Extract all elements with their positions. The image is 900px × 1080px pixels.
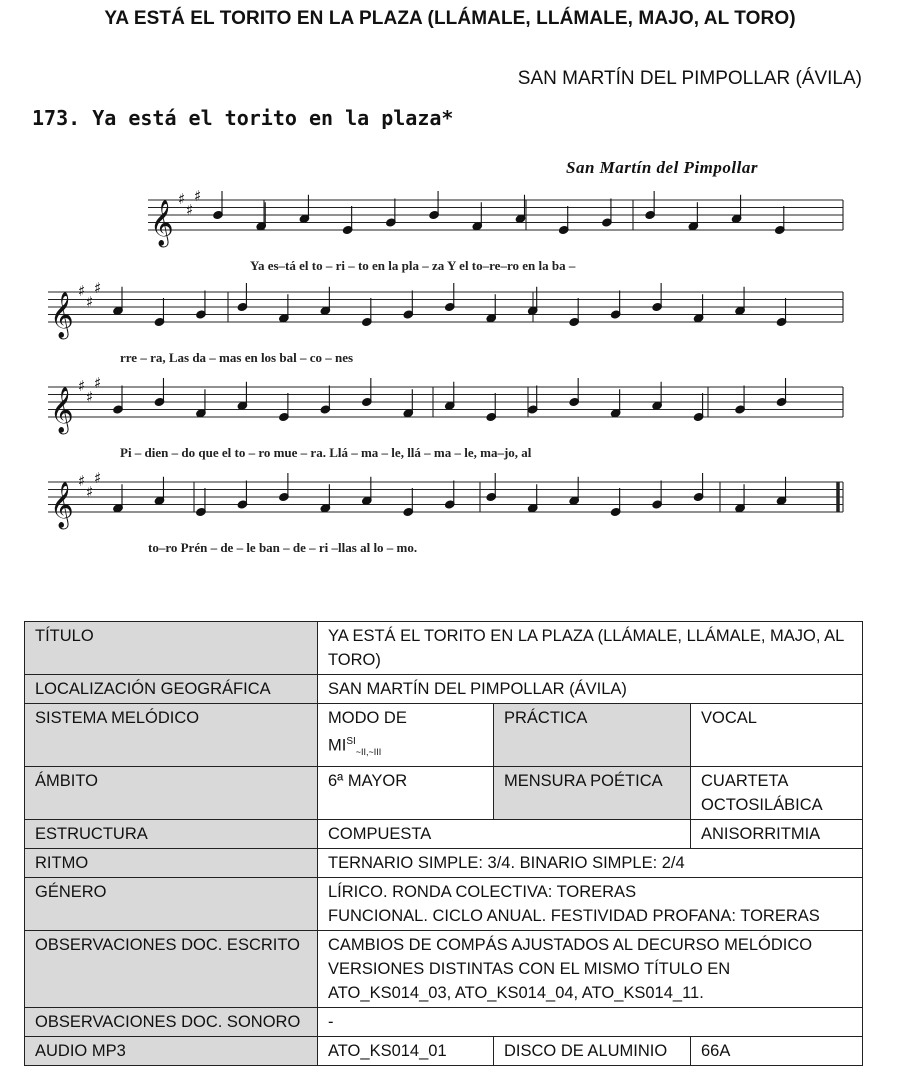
localizacion-label: LOCALIZACIÓN GEOGRÁFICA xyxy=(25,675,318,704)
svg-text:♯: ♯ xyxy=(78,472,86,490)
metadata-table xyxy=(24,621,863,1066)
titulo-label: TÍTULO xyxy=(25,622,318,675)
table-row xyxy=(25,766,863,819)
disco-label: DISCO DE ALUMINIO xyxy=(494,1036,691,1065)
localizacion-value: SAN MARTÍN DEL PIMPOLLAR (ÁVILA) xyxy=(318,675,863,704)
estructura-extra: ANISORRITMIA xyxy=(691,819,863,848)
table-row xyxy=(25,877,863,930)
table-row xyxy=(25,704,863,767)
music-score-image xyxy=(28,100,868,590)
table-row xyxy=(25,930,863,1007)
mensura-label: MENSURA POÉTICA xyxy=(494,766,691,819)
ritmo-value: TERNARIO SIMPLE: 3/4. BINARIO SIMPLE: 2/4 xyxy=(318,848,863,877)
document-title: YA ESTÁ EL TORITO EN LA PLAZA (LLÁMALE, LLÁMALE, MAJO, AL TORO) xyxy=(104,8,796,29)
lyric-line-1: Ya es–tá el to – ri – to en la pla – za Y el to–re–ro en la ba – xyxy=(250,258,576,273)
obs-escrito-value xyxy=(318,930,863,1007)
table-row xyxy=(25,622,863,675)
table-row xyxy=(25,675,863,704)
svg-text:♯: ♯ xyxy=(94,374,102,392)
table-row xyxy=(25,819,863,848)
sistema-sub: ~II,~III xyxy=(355,746,382,757)
table-row xyxy=(25,1036,863,1065)
svg-text:♯: ♯ xyxy=(86,293,94,311)
practica-label: PRÁCTICA xyxy=(494,704,691,767)
mensura-value: CUARTETA OCTOSILÁBICA xyxy=(691,766,863,819)
obs-escrito-line-3: ATO_KS014_03, ATO_KS014_04, ATO_KS014_11. xyxy=(328,983,704,1002)
svg-text:𝄞: 𝄞 xyxy=(50,292,74,338)
audio-value: ATO_KS014_01 xyxy=(318,1036,494,1065)
titulo-value: YA ESTÁ EL TORITO EN LA PLAZA (LLÁMALE, LLÁMALE, MAJO, AL TORO) xyxy=(318,622,863,675)
svg-text:♯: ♯ xyxy=(178,190,186,208)
svg-text:𝄞: 𝄞 xyxy=(150,200,174,246)
svg-text:♯: ♯ xyxy=(78,377,86,395)
obs-escrito-line-1: CAMBIOS DE COMPÁS AJUSTADOS AL DECURSO MELÓDICO xyxy=(328,935,813,954)
staff-lines xyxy=(28,100,868,590)
genero-line-2: FUNCIONAL. CICLO ANUAL. FESTIVIDAD PROFANA: TORERAS xyxy=(328,906,820,925)
svg-text:♯: ♯ xyxy=(94,469,102,487)
lyric-line-3: Pi – dien – do que el to – ro mue – ra. Llá – ma – le, llá – ma – le, ma–jo, al xyxy=(120,445,532,460)
table-row xyxy=(25,1007,863,1036)
svg-text:♯: ♯ xyxy=(78,282,86,300)
lyric-line-2: rre – ra, Las da – mas en los bal – co – nes xyxy=(120,350,354,365)
svg-text:♯: ♯ xyxy=(86,483,94,501)
genero-label: GÉNERO xyxy=(25,877,318,930)
score-heading: 173. Ya está el torito en la plaza* xyxy=(32,106,454,130)
svg-text:♯: ♯ xyxy=(186,201,194,219)
svg-text:𝄞: 𝄞 xyxy=(50,482,74,528)
sistema-label: SISTEMA MELÓDICO xyxy=(25,704,318,767)
practica-value: VOCAL xyxy=(691,704,863,767)
estructura-value: COMPUESTA xyxy=(318,819,691,848)
genero-line-1: LÍRICO. RONDA COLECTIVA: TORERAS xyxy=(328,882,637,901)
svg-text:♯: ♯ xyxy=(86,388,94,406)
obs-escrito-label: OBSERVACIONES DOC. ESCRITO xyxy=(25,930,318,1007)
table-row xyxy=(25,848,863,877)
lyric-line-4: to–ro Prén – de – le ban – de – ri –llas al lo – mo. xyxy=(148,540,418,555)
estructura-label: ESTRUCTURA xyxy=(25,819,318,848)
score-place: San Martín del Pimpollar xyxy=(566,158,758,177)
document-location: SAN MARTÍN DEL PIMPOLLAR (ÁVILA) xyxy=(517,68,862,89)
ambito-label: ÁMBITO xyxy=(25,766,318,819)
ambito-value: 6ª MAYOR xyxy=(318,766,494,819)
sistema-value-b: MI xyxy=(328,736,347,755)
ritmo-label: RITMO xyxy=(25,848,318,877)
obs-escrito-line-2: VERSIONES DISTINTAS CON EL MISMO TÍTULO EN xyxy=(328,959,731,978)
disco-value: 66A xyxy=(691,1036,863,1065)
sistema-value-a: MODO DE xyxy=(328,709,407,727)
genero-value xyxy=(318,877,863,930)
sistema-value xyxy=(318,704,494,767)
svg-text:♯: ♯ xyxy=(94,279,102,297)
sistema-sup: SI xyxy=(346,736,356,747)
obs-sonoro-label: OBSERVACIONES DOC. SONORO xyxy=(25,1007,318,1036)
svg-text:♯: ♯ xyxy=(194,187,202,205)
svg-text:𝄞: 𝄞 xyxy=(50,387,74,433)
audio-label: AUDIO MP3 xyxy=(25,1036,318,1065)
obs-sonoro-value: - xyxy=(318,1007,863,1036)
